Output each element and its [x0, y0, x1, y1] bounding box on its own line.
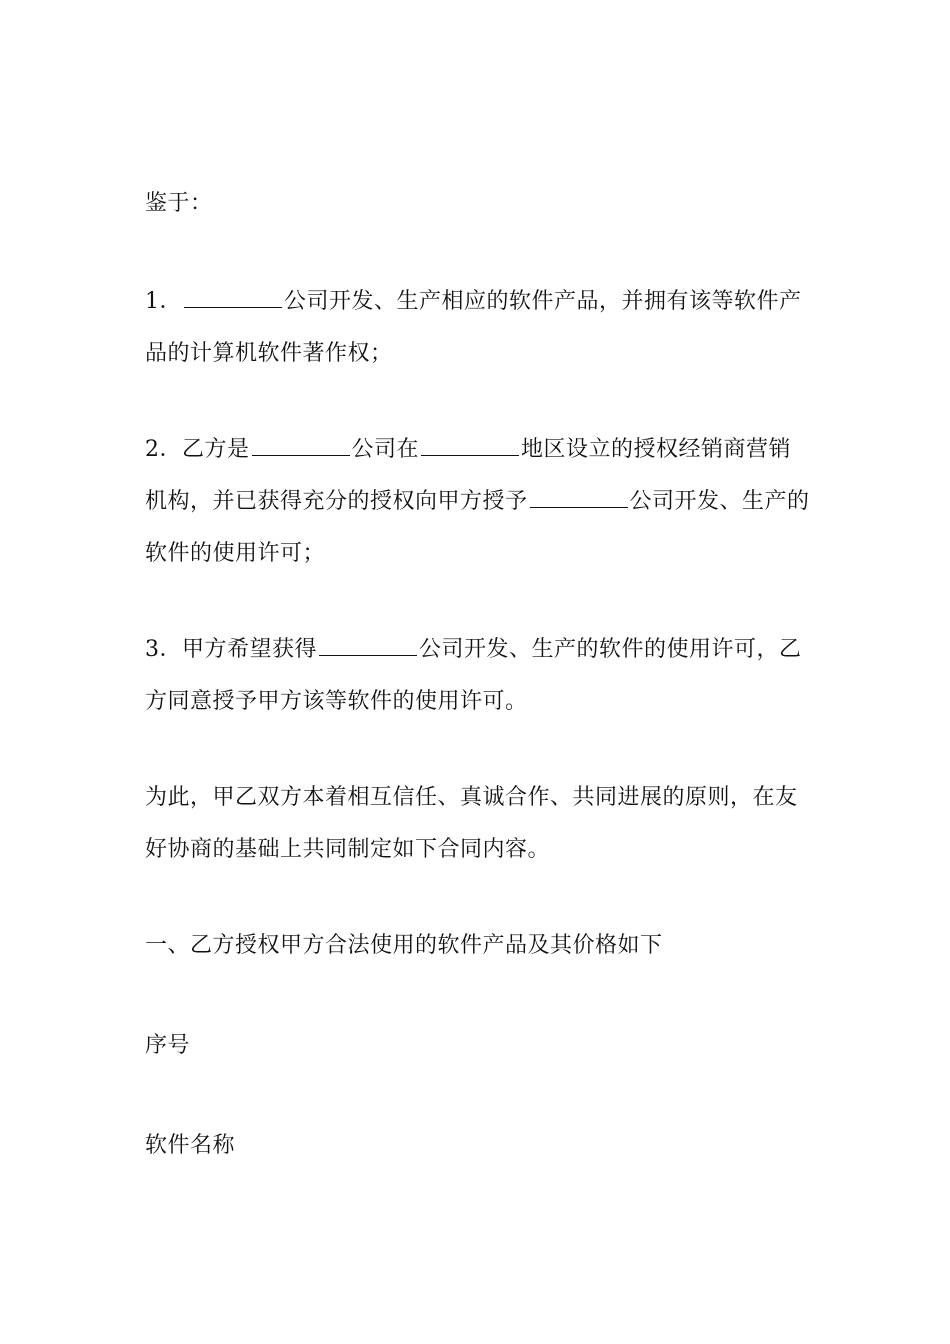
blank-company-4[interactable] — [319, 637, 417, 656]
section-1-heading — [145, 920, 810, 972]
item3-text: 公司开发、生产的软件的使用许可，乙方同意授予甲方该等软件的使用许可。 — [145, 637, 802, 714]
blank-region[interactable] — [421, 437, 519, 456]
item1-prefix: 1． — [145, 289, 182, 314]
intro-text: 鉴于： — [145, 191, 213, 216]
table-header-seq — [145, 1020, 810, 1072]
seq-label: 序号 — [145, 1033, 191, 1058]
item2-part3: 地区设立的授权经销商营销机构，并已获得充分的授权向甲方授予 — [145, 437, 792, 514]
item2-part4: 公司开发、生产的软件的使用许可； — [145, 489, 810, 566]
section-1-text: 一、乙方授权甲方合法使用的软件产品及其价格如下 — [145, 933, 663, 958]
blank-company-2[interactable] — [252, 437, 350, 456]
item3-prefix: 3．甲方希望获得 — [145, 637, 317, 662]
recital-item-1 — [145, 276, 810, 380]
intro-heading — [145, 178, 810, 230]
table-header-software-name — [145, 1120, 810, 1172]
purpose-text: 为此，甲乙双方本着相互信任、真诚合作、共同进展的原则，在友好协商的基础上共同制定如下合同内容。 — [145, 785, 798, 862]
item2-prefix: 2．乙方是 — [145, 437, 250, 462]
blank-company-3[interactable] — [530, 489, 628, 508]
item2-part2: 公司在 — [351, 437, 420, 462]
recital-item-2 — [145, 424, 810, 580]
item1-text: 公司开发、生产相应的软件产品，并拥有该等软件产品的计算机软件著作权； — [145, 289, 802, 366]
blank-company-1[interactable] — [184, 289, 282, 308]
recital-item-3 — [145, 624, 810, 728]
software-name-label: 软件名称 — [145, 1133, 236, 1158]
purpose-paragraph — [145, 772, 810, 876]
